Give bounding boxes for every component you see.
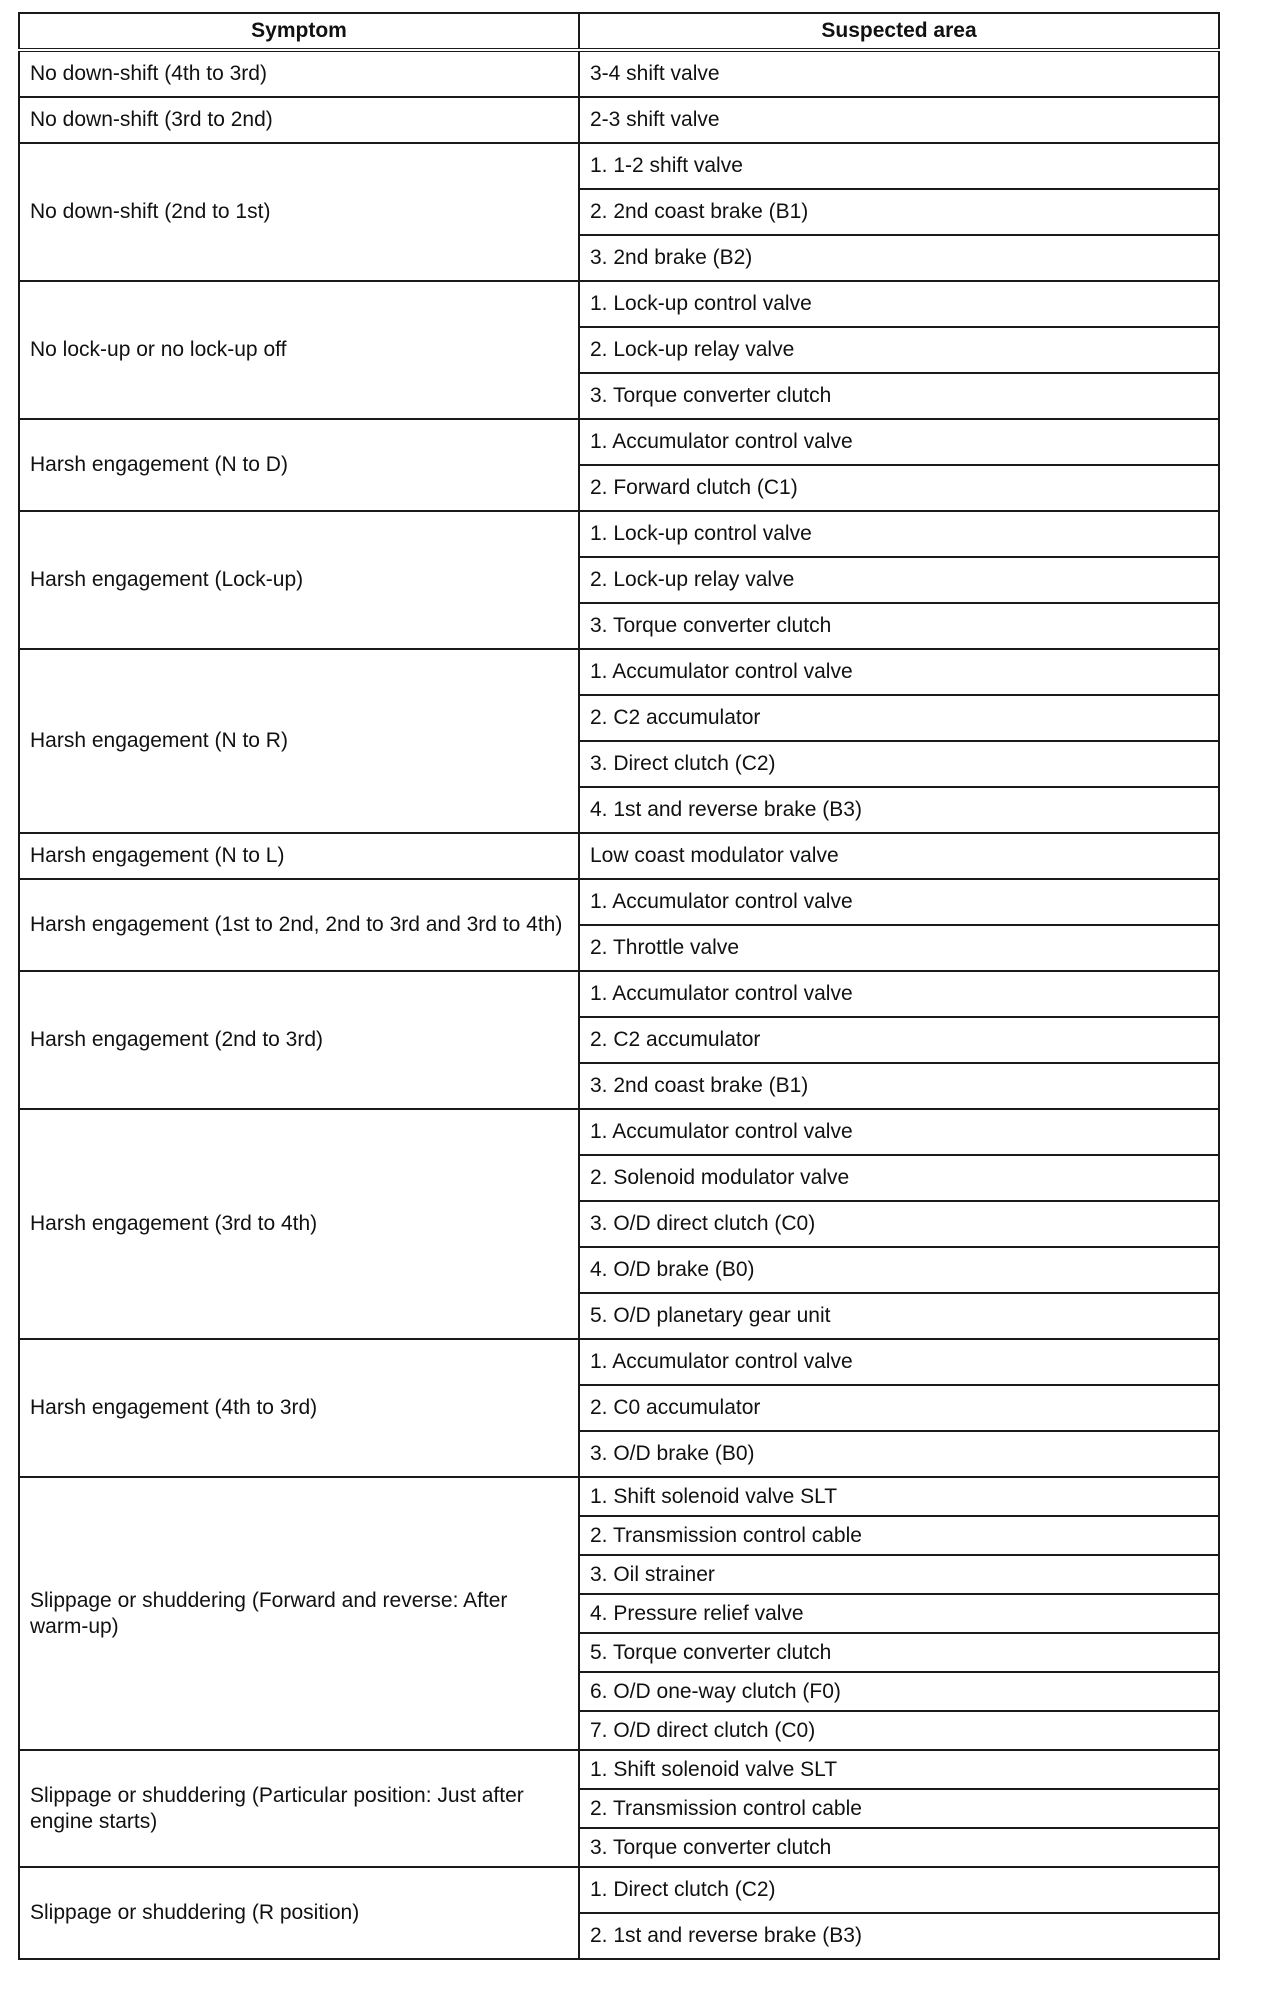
table-body [19,50,1219,1959]
suspected-area-cell: 1. Accumulator control valve [579,419,1219,465]
suspected-area-cell: 1. Accumulator control valve [579,879,1219,925]
suspected-area-cell: 2. Throttle valve [579,925,1219,971]
suspected-area-cell: 6. O/D one-way clutch (F0) [579,1672,1219,1711]
table-row [19,971,1219,1017]
symptom-cell: No lock-up or no lock-up off [19,281,579,419]
table-row [19,50,1219,97]
suspected-area-cell: 1. Shift solenoid valve SLT [579,1750,1219,1789]
suspected-area-cell: 2. C2 accumulator [579,695,1219,741]
table-row [19,1477,1219,1516]
suspected-area-cell: 3-4 shift valve [579,50,1219,97]
suspected-area-cell: 4. Pressure relief valve [579,1594,1219,1633]
table-row [19,97,1219,143]
suspected-area-cell: 3. Torque converter clutch [579,1828,1219,1867]
suspected-area-cell: 3. 2nd brake (B2) [579,235,1219,281]
header-row [19,13,1219,50]
suspected-area-cell: 2. Lock-up relay valve [579,557,1219,603]
suspected-area-cell: 2. Lock-up relay valve [579,327,1219,373]
suspected-area-cell: 1. 1-2 shift valve [579,143,1219,189]
table-row [19,143,1219,189]
suspected-area-cell: 3. Torque converter clutch [579,603,1219,649]
suspected-area-cell: 2. Forward clutch (C1) [579,465,1219,511]
suspected-area-cell: 2. C2 accumulator [579,1017,1219,1063]
symptom-cell: No down-shift (4th to 3rd) [19,50,579,97]
diagnosis-table-container [18,12,1218,1960]
suspected-area-cell: 3. Direct clutch (C2) [579,741,1219,787]
symptom-cell: No down-shift (3rd to 2nd) [19,97,579,143]
suspected-area-cell: 1. Accumulator control valve [579,1109,1219,1155]
table-row [19,649,1219,695]
symptom-cell: Slippage or shuddering (R position) [19,1867,579,1959]
table-row [19,1750,1219,1789]
suspected-area-cell: 2. Transmission control cable [579,1516,1219,1555]
table-row [19,879,1219,925]
symptom-cell: Harsh engagement (2nd to 3rd) [19,971,579,1109]
suspected-area-cell: 1. Shift solenoid valve SLT [579,1477,1219,1516]
table-row [19,833,1219,879]
suspected-area-header: Suspected area [579,13,1219,50]
symptom-header: Symptom [19,13,579,50]
suspected-area-cell: 1. Lock-up control valve [579,281,1219,327]
symptom-cell: Harsh engagement (1st to 2nd, 2nd to 3rd and 3rd to 4th) [19,879,579,971]
suspected-area-cell: 2. Transmission control cable [579,1789,1219,1828]
suspected-area-cell: 1. Lock-up control valve [579,511,1219,557]
table-row [19,281,1219,327]
table-row [19,1339,1219,1385]
symptom-cell: Harsh engagement (3rd to 4th) [19,1109,579,1339]
suspected-area-cell: 3. Oil strainer [579,1555,1219,1594]
symptom-cell: Harsh engagement (N to L) [19,833,579,879]
suspected-area-cell: 2-3 shift valve [579,97,1219,143]
suspected-area-cell: 3. 2nd coast brake (B1) [579,1063,1219,1109]
suspected-area-cell: 4. O/D brake (B0) [579,1247,1219,1293]
suspected-area-cell: 2. C0 accumulator [579,1385,1219,1431]
suspected-area-cell: 1. Accumulator control valve [579,1339,1219,1385]
symptom-cell: Harsh engagement (Lock-up) [19,511,579,649]
suspected-area-cell: 2. 2nd coast brake (B1) [579,189,1219,235]
symptom-cell: Slippage or shuddering (Particular position: Just after engine starts) [19,1750,579,1867]
suspected-area-cell: 3. O/D brake (B0) [579,1431,1219,1477]
suspected-area-cell: 1. Accumulator control valve [579,971,1219,1017]
suspected-area-cell: 7. O/D direct clutch (C0) [579,1711,1219,1750]
symptom-cell: Harsh engagement (N to R) [19,649,579,833]
table-row [19,511,1219,557]
table-row [19,419,1219,465]
suspected-area-cell: 3. Torque converter clutch [579,373,1219,419]
table-row [19,1109,1219,1155]
table-row [19,1867,1219,1913]
suspected-area-cell: 4. 1st and reverse brake (B3) [579,787,1219,833]
suspected-area-cell: 1. Accumulator control valve [579,649,1219,695]
suspected-area-cell: 3. O/D direct clutch (C0) [579,1201,1219,1247]
symptom-cell: Harsh engagement (N to D) [19,419,579,511]
suspected-area-cell: 1. Direct clutch (C2) [579,1867,1219,1913]
suspected-area-cell: 5. O/D planetary gear unit [579,1293,1219,1339]
suspected-area-cell: 2. 1st and reverse brake (B3) [579,1913,1219,1959]
symptom-cell: No down-shift (2nd to 1st) [19,143,579,281]
symptom-cell: Slippage or shuddering (Forward and reverse: After warm-up) [19,1477,579,1750]
diagnosis-table [18,12,1220,1960]
suspected-area-cell: Low coast modulator valve [579,833,1219,879]
symptom-cell: Harsh engagement (4th to 3rd) [19,1339,579,1477]
suspected-area-cell: 5. Torque converter clutch [579,1633,1219,1672]
suspected-area-cell: 2. Solenoid modulator valve [579,1155,1219,1201]
